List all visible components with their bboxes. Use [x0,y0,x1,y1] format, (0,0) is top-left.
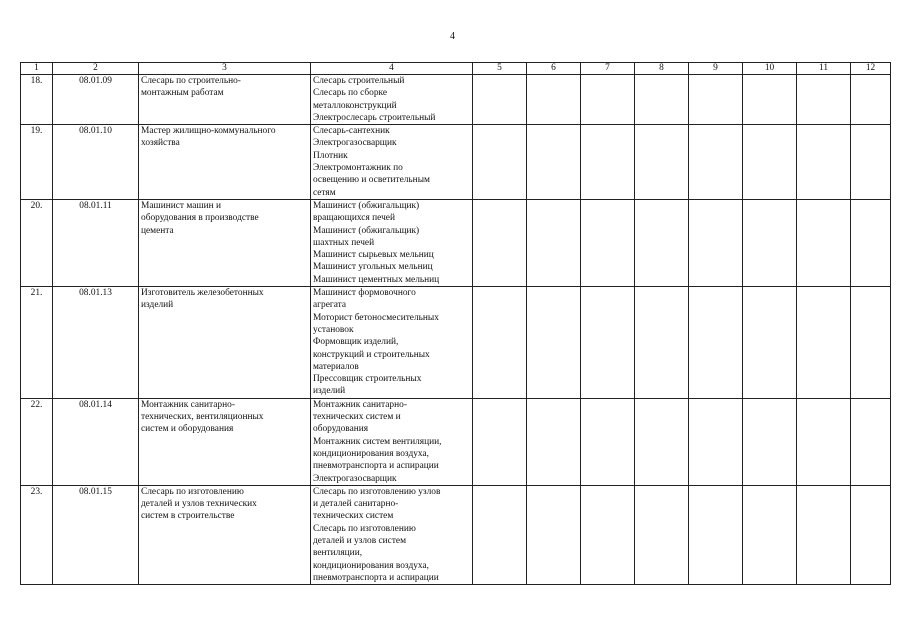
row-number: 19. [21,125,53,200]
page-number: 4 [450,31,455,42]
column-header: 8 [635,63,689,75]
empty-cell-col-10 [743,125,797,200]
empty-cell-col-8 [635,485,689,584]
qualification-item: Электрогазосварщик [313,138,397,149]
column-header: 12 [851,63,891,75]
empty-cell-col-7 [581,485,635,584]
empty-cell-col-5 [473,125,527,200]
empty-cell-col-7 [581,125,635,200]
profession-name-line: Мастер жилищно-коммунального [141,126,276,137]
empty-cell-col-12 [851,287,891,399]
column-header: 11 [797,63,851,75]
qualification-item: установок [313,324,354,335]
empty-cell-col-8 [635,287,689,399]
column-header: 9 [689,63,743,75]
professions-table [20,62,891,585]
qualification-item: Слесарь строительный [313,76,405,86]
column-header: 7 [581,63,635,75]
profession-code: 08.01.14 [53,398,139,485]
empty-cell-col-9 [689,199,743,286]
empty-cell-col-8 [635,199,689,286]
profession-name-line: оборудования в производстве [141,213,259,224]
qualification-list [311,287,473,399]
qualification-list [311,75,473,125]
empty-cell-col-11 [797,398,851,485]
empty-cell-col-5 [473,199,527,286]
empty-cell-col-12 [851,199,891,286]
table-row [21,398,891,485]
qualification-item: Моторист бетоносмесительных [313,312,439,323]
empty-cell-col-12 [851,398,891,485]
qualification-item: Электрогазосварщик [313,473,397,484]
qualification-item: Электрослесарь строительный [313,112,436,123]
qualification-item: изделий [313,386,346,397]
qualification-item: технических систем и [313,412,401,423]
row-number: 22. [21,398,53,485]
qualification-item: пневмотранспорта и аспирации [313,461,439,472]
empty-cell-col-12 [851,485,891,584]
profession-name [139,125,311,200]
qualification-item: Формовщик изделий, [313,337,399,348]
profession-name-line: технических, вентиляционных [141,412,264,423]
empty-cell-col-5 [473,398,527,485]
profession-name-line: монтажным работам [141,88,224,99]
empty-cell-col-8 [635,75,689,125]
empty-cell-col-7 [581,398,635,485]
qualification-item: деталей и узлов систем [313,535,407,546]
profession-name-line: Монтажник санитарно- [141,399,235,410]
profession-code: 08.01.10 [53,125,139,200]
qualification-item: материалов [313,361,359,372]
profession-name-line: систем в строительстве [141,511,235,522]
empty-cell-col-6 [527,485,581,584]
profession-name-line: Изготовитель железобетонных [141,288,264,299]
qualification-item: освещению и осветительным [313,175,430,186]
empty-cell-col-11 [797,485,851,584]
row-number: 23. [21,485,53,584]
profession-code: 08.01.11 [53,199,139,286]
profession-name-line: цемента [141,225,174,236]
qualification-item: Слесарь по изготовлению узлов [313,486,441,497]
empty-cell-col-7 [581,287,635,399]
table-body [21,75,891,585]
qualification-item: Слесарь по изготовлению [313,523,416,534]
empty-cell-col-6 [527,287,581,399]
table-row [21,485,891,584]
empty-cell-col-6 [527,199,581,286]
qualification-item: Машинист формовочного [313,288,416,299]
qualification-item: вращающихся печей [313,213,395,224]
column-header: 3 [139,63,311,75]
qualification-item: кондиционирования воздуха, [313,448,429,459]
qualification-item: Машинист (обжигальщик) [313,225,420,236]
empty-cell-col-10 [743,75,797,125]
empty-cell-col-11 [797,287,851,399]
column-header: 1 [21,63,53,75]
qualification-item: Машинист цементных мельниц [313,274,440,285]
table-row [21,199,891,286]
profession-name-line: изделий [141,300,174,311]
profession-name [139,199,311,286]
profession-name-line: Машинист машин и [141,200,222,211]
column-header: 10 [743,63,797,75]
empty-cell-col-11 [797,199,851,286]
empty-cell-col-6 [527,75,581,125]
empty-cell-col-8 [635,398,689,485]
empty-cell-col-5 [473,75,527,125]
column-header: 2 [53,63,139,75]
row-number: 18. [21,75,53,125]
qualification-item: агрегата [313,300,346,311]
empty-cell-col-11 [797,75,851,125]
table-row [21,125,891,200]
empty-cell-col-5 [473,287,527,399]
qualification-item: Машинист (обжигальщик) [313,200,420,211]
profession-name-line: Слесарь по изготовлению [141,486,244,497]
qualification-list [311,125,473,200]
column-header: 6 [527,63,581,75]
empty-cell-col-12 [851,75,891,125]
qualification-item: Слесарь-сантехник [313,126,390,137]
qualification-item: кондиционирования воздуха, [313,560,429,571]
qualification-item: Машинист угольных мельниц [313,262,433,273]
profession-name [139,287,311,399]
profession-code: 08.01.13 [53,287,139,399]
empty-cell-col-7 [581,199,635,286]
qualification-item: конструкций и строительных [313,349,430,360]
qualification-item: Машинист сырьевых мельниц [313,250,434,261]
qualification-item: сетям [313,187,336,198]
empty-cell-col-9 [689,485,743,584]
qualification-item: металлоконструкций [313,100,397,111]
qualification-item: вентиляции, [313,548,363,559]
qualification-item: Монтажник санитарно- [313,399,407,410]
empty-cell-col-9 [689,75,743,125]
row-number: 20. [21,199,53,286]
column-header: 5 [473,63,527,75]
empty-cell-col-5 [473,485,527,584]
qualification-item: Монтажник систем вентиляции, [313,436,442,447]
profession-name-line: хозяйства [141,138,180,149]
profession-code: 08.01.15 [53,485,139,584]
empty-cell-col-9 [689,125,743,200]
profession-name [139,485,311,584]
qualification-item: пневмотранспорта и аспирации [313,572,439,583]
header-row [21,63,891,75]
profession-name-line: деталей и узлов технических [141,499,257,510]
empty-cell-col-9 [689,398,743,485]
profession-name [139,75,311,125]
table-row [21,287,891,399]
qualification-item: Плотник [313,150,348,161]
qualification-item: Прессовщик строительных [313,374,422,385]
qualification-item: Электромонтажник по [313,163,403,174]
profession-name-line: систем и оборудования [141,424,234,435]
profession-name [139,398,311,485]
empty-cell-col-8 [635,125,689,200]
qualification-item: технических систем [313,511,394,522]
empty-cell-col-10 [743,287,797,399]
profession-code: 08.01.09 [53,75,139,125]
empty-cell-col-11 [797,125,851,200]
row-number: 21. [21,287,53,399]
column-header: 4 [311,63,473,75]
empty-cell-col-10 [743,485,797,584]
qualification-item: оборудования [313,424,369,435]
qualification-item: Слесарь по сборке [313,88,388,99]
empty-cell-col-7 [581,75,635,125]
empty-cell-col-10 [743,398,797,485]
empty-cell-col-9 [689,287,743,399]
table-row [21,75,891,125]
empty-cell-col-6 [527,125,581,200]
profession-name-line: Слесарь по строительно- [141,76,241,86]
qualification-list [311,398,473,485]
empty-cell-col-12 [851,125,891,200]
qualification-item: и деталей санитарно- [313,499,399,510]
qualification-list [311,485,473,584]
empty-cell-col-10 [743,199,797,286]
qualification-list [311,199,473,286]
empty-cell-col-6 [527,398,581,485]
qualification-item: шахтных печей [313,237,375,248]
